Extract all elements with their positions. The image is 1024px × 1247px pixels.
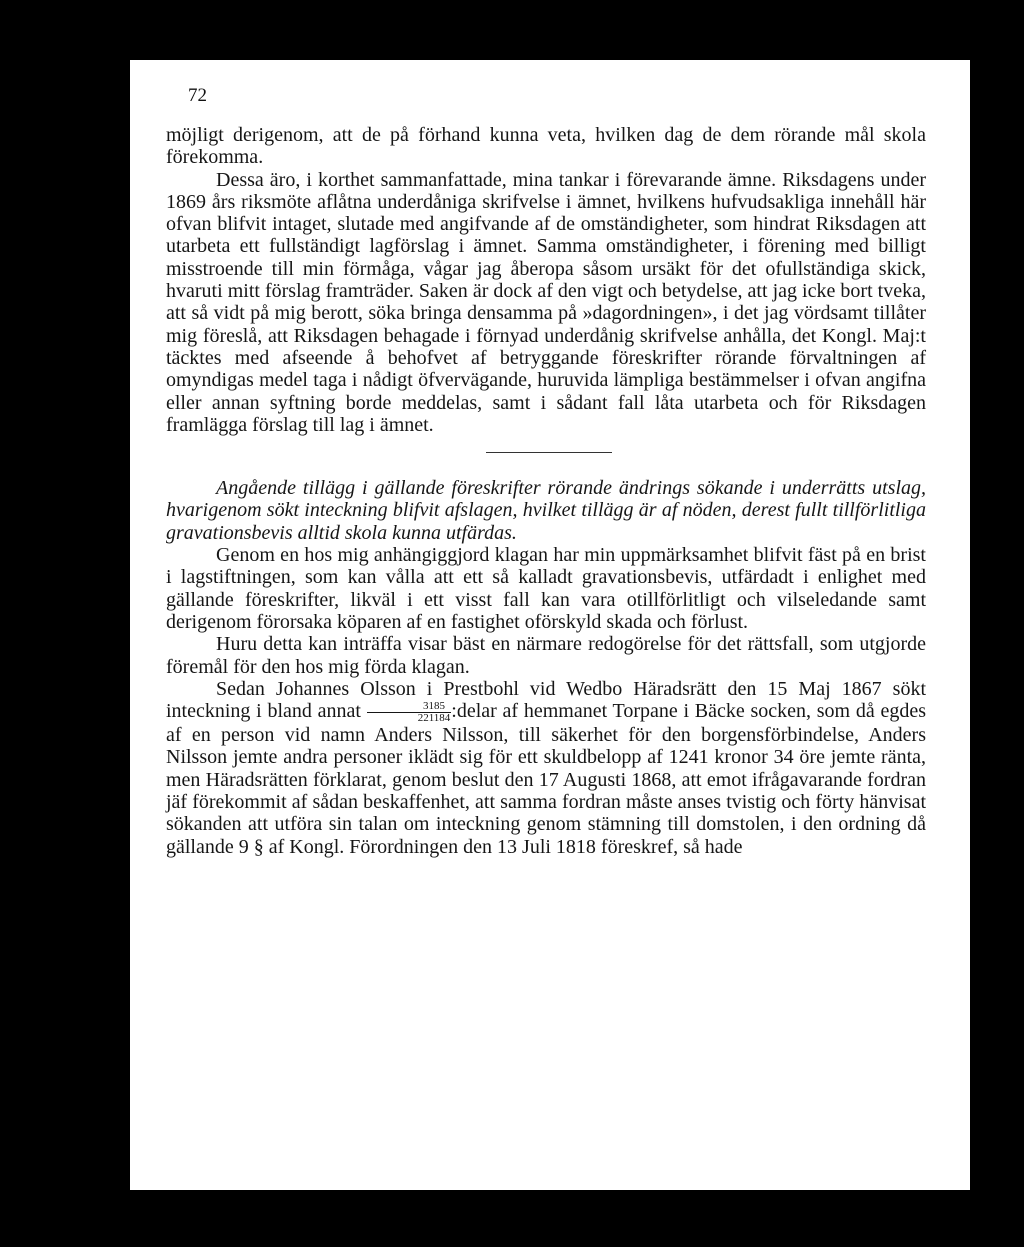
section-divider [486,452,612,453]
fraction-numerator: 3185 [367,701,452,713]
page-number: 72 [188,85,207,106]
share-fraction [367,701,452,724]
paragraph-case-details [166,678,926,858]
paragraph-summary: Dessa äro, i korthet sammanfattade, mina tankar i förevarande ämne. Riksdagens under 1869 års riksmöte aflåtna underdåniga skrifvelse i ämnet, hvilkens hufvudsakliga innehåll här ofvan blifvit intaget, slutade med angifvande af de omständigheter, som hindrat Riksdagen att utarbeta ett fullständigt lagförslag i ämnet. Samma omständigheter, i förening med billigt misstroende till min förmåga, vågar jag åberopa såsom ursäkt för det ofullständiga skick, hvaruti mitt förslag framträder. Saken är dock af den vigt och betydelse, att jag icke bort tveka, att så vidt på mig berott, söka bringa densamma på »dagordningen», i det jag vördsamt tillåter mig föreslå, att Riksdagen behagade i förnyad underdånig skrifvelse anhålla, det Kongl. Maj:t täcktes med afseende å behofvet af betryggande föreskrifter rörande förvaltningen af omyndigas medel taga i nådigt öfvervägande, huruvida lämpliga bestämmelser i ofvan angifna eller annan syftning borde meddelas, samt i sådant fall låta utarbeta och för Riksdagen framlägga förslag till lag i ämnet. [166,168,926,436]
fraction-denominator: 221184 [417,712,451,725]
case-text-after-fraction: :delar af hemmanet Torpane i Bäcke socken, som då egdes af en person vid namn Anders Nilsson, till säkerhet för den borgensförbindelse, Anders Nilsson jemte andra personer iklädt sig för ett skuldbelopp af 1241 kronor 34 öre jemte ränta, men Häradsrätten förklarat, genom beslut den 17 Augusti 1868, att emot ifrågavarande fordran jäf förekommit af sådan beskaffenhet, att samma fordran måste anses tvistig och förty hänvisat sökanden att utföra sin talan om inteckning genom stämning till domstolen, i den ordning då gällande 9 § af Kongl. Förordningen den 13 Juli 1818 föreskref, så hade [166,700,926,858]
case-text-before-fraction: Sedan Johannes Olsson i Prestbohl vid Wedbo Häradsrätt den 15 Maj 1867 sökt inteckning i bland annat [166,677,926,723]
document-body [166,124,926,858]
paragraph-continuation: möjligt derigenom, att de på förhand kunna veta, hvilken dag de dem rörande mål skola förekomma. [166,124,926,169]
paragraph-case-intro: Huru detta kan inträffa visar bäst en närmare redogörelse för det rättsfall, som utgjorde föremål för den hos mig förda klagan. [166,633,926,678]
paragraph-complaint: Genom en hos mig anhängiggjord klagan har min uppmärksamhet blifvit fäst på en brist i lagstiftningen, som kan vålla att ett så kalladt gravationsbevis, utfärdadt i enlighet med gällande föreskrifter, likväl i ett visst fall kan vara otillförlitligt och vilseledande samt derigenom förorsaka köparen af en fastighet oförskyld skada och förlust. [166,544,926,633]
section-heading: Angående tillägg i gällande föreskrifter rörande ändrings sökande i underrätts utslag, hvarigenom sökt inteckning blifvit afslagen, hvilket tillägg är af nöden, derest fullt tillförlitliga gravationsbevis alltid skola kunna utfärdas. [166,477,926,544]
